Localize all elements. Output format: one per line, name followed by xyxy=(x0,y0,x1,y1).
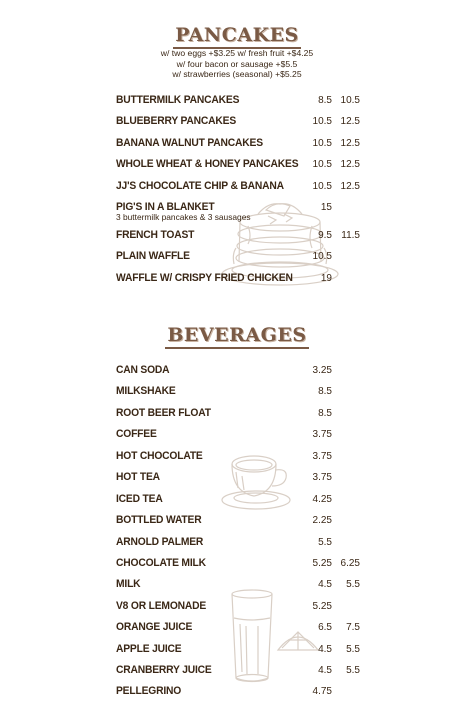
item-price: 10.5 xyxy=(312,138,332,149)
pancakes-title: PANCAKES xyxy=(0,24,474,49)
item-price: 10.5 xyxy=(312,159,332,170)
item-name: BLUEBERRY PANCAKES xyxy=(116,115,237,127)
item-name: MILKSHAKE xyxy=(116,385,176,397)
item-description: 3 buttermilk pancakes & 3 sausages xyxy=(116,212,251,222)
menu-item xyxy=(116,385,366,401)
extra-line: w/ two eggs +$3.25 w/ fresh fruit +$4.25 xyxy=(160,48,314,58)
item-name: FRENCH TOAST xyxy=(116,229,195,241)
menu-item xyxy=(116,158,366,174)
beverages-title: BEVERAGES xyxy=(0,324,474,349)
item-price: 3.25 xyxy=(312,365,332,376)
item-name: PELLEGRINO xyxy=(116,685,182,697)
item-name: JJ'S CHOCOLATE CHIP & BANANA xyxy=(116,180,284,192)
item-price-large: 10.5 xyxy=(340,95,360,106)
item-price: 8.5 xyxy=(318,408,332,419)
menu-item xyxy=(116,137,366,153)
item-price: 3.75 xyxy=(312,429,332,440)
item-price-large: 7.5 xyxy=(346,622,360,633)
item-name: CRANBERRY JUICE xyxy=(116,664,212,676)
item-price-large: 12.5 xyxy=(340,138,360,149)
item-price: 8.5 xyxy=(318,95,332,106)
item-name: PIG'S IN A BLANKET xyxy=(116,201,215,213)
item-price: 6.5 xyxy=(318,622,332,633)
menu-item xyxy=(116,557,366,573)
menu-item xyxy=(116,250,366,266)
item-name: WAFFLE W/ CRISPY FRIED CHICKEN xyxy=(116,272,293,284)
item-price: 9.5 xyxy=(318,230,332,241)
item-name: BUTTERMILK PANCAKES xyxy=(116,94,240,106)
item-price: 4.5 xyxy=(318,665,332,676)
item-price-large: 11.5 xyxy=(341,230,360,241)
menu-item xyxy=(116,493,366,509)
item-price-large: 12.5 xyxy=(340,159,360,170)
menu-item xyxy=(116,407,366,423)
menu-item xyxy=(116,428,366,444)
item-name: CHOCOLATE MILK xyxy=(116,557,206,569)
item-price: 10.5 xyxy=(312,251,332,262)
item-price: 5.25 xyxy=(312,601,332,612)
item-price-large: 6.25 xyxy=(340,558,360,569)
menu-item xyxy=(116,685,366,701)
item-price: 5.25 xyxy=(312,558,332,569)
menu-item xyxy=(116,450,366,466)
menu-item xyxy=(116,272,366,288)
item-name: HOT CHOCOLATE xyxy=(116,450,203,462)
item-name: ROOT BEER FLOAT xyxy=(116,407,211,419)
menu-item xyxy=(116,664,366,680)
item-price: 2.25 xyxy=(312,515,332,526)
item-price: 15 xyxy=(320,202,332,213)
item-price: 5.5 xyxy=(318,537,332,548)
menu-item xyxy=(116,600,366,616)
menu-item xyxy=(116,364,366,380)
item-price: 19 xyxy=(320,273,332,284)
item-price-large: 5.5 xyxy=(346,579,360,590)
item-price: 10.5 xyxy=(312,181,332,192)
item-price: 3.75 xyxy=(312,472,332,483)
menu-item xyxy=(116,180,366,196)
item-price-large: 5.5 xyxy=(346,644,360,655)
item-name: V8 OR LEMONADE xyxy=(116,600,207,612)
item-price: 10.5 xyxy=(312,116,332,127)
item-name: BOTTLED WATER xyxy=(116,514,202,526)
item-name: BANANA WALNUT PANCAKES xyxy=(116,137,263,149)
menu-item xyxy=(116,643,366,659)
item-name: ORANGE JUICE xyxy=(116,621,193,633)
menu-item xyxy=(116,94,366,110)
menu-item xyxy=(116,621,366,637)
item-name: ARNOLD PALMER xyxy=(116,536,204,548)
item-price: 4.5 xyxy=(318,579,332,590)
menu-item xyxy=(116,536,366,552)
item-price: 4.75 xyxy=(312,686,332,697)
item-price-large: 12.5 xyxy=(340,116,360,127)
item-name: COFFEE xyxy=(116,428,157,440)
menu-item xyxy=(116,201,366,225)
extra-line: w/ four bacon or sausage +$5.5 xyxy=(176,58,298,69)
item-name: WHOLE WHEAT & HONEY PANCAKES xyxy=(116,158,299,170)
menu-item xyxy=(116,471,366,487)
menu-item xyxy=(116,229,366,245)
item-price: 4.5 xyxy=(318,644,332,655)
extra-line: w/ strawberries (seasonal) +$5.25 xyxy=(172,69,302,79)
menu-item xyxy=(116,115,366,131)
item-price-large: 12.5 xyxy=(340,181,360,192)
item-price: 3.75 xyxy=(312,451,332,462)
menu-item xyxy=(116,578,366,594)
item-price: 4.25 xyxy=(312,494,332,505)
item-name: CAN SODA xyxy=(116,364,170,376)
item-name: PLAIN WAFFLE xyxy=(116,250,190,262)
pancakes-extras xyxy=(0,48,474,80)
item-name: APPLE JUICE xyxy=(116,643,182,655)
item-price: 8.5 xyxy=(318,386,332,397)
item-name: HOT TEA xyxy=(116,471,160,483)
item-price-large: 5.5 xyxy=(346,665,360,676)
item-name: ICED TEA xyxy=(116,493,163,505)
menu-item xyxy=(116,514,366,530)
item-name: MILK xyxy=(116,578,141,590)
